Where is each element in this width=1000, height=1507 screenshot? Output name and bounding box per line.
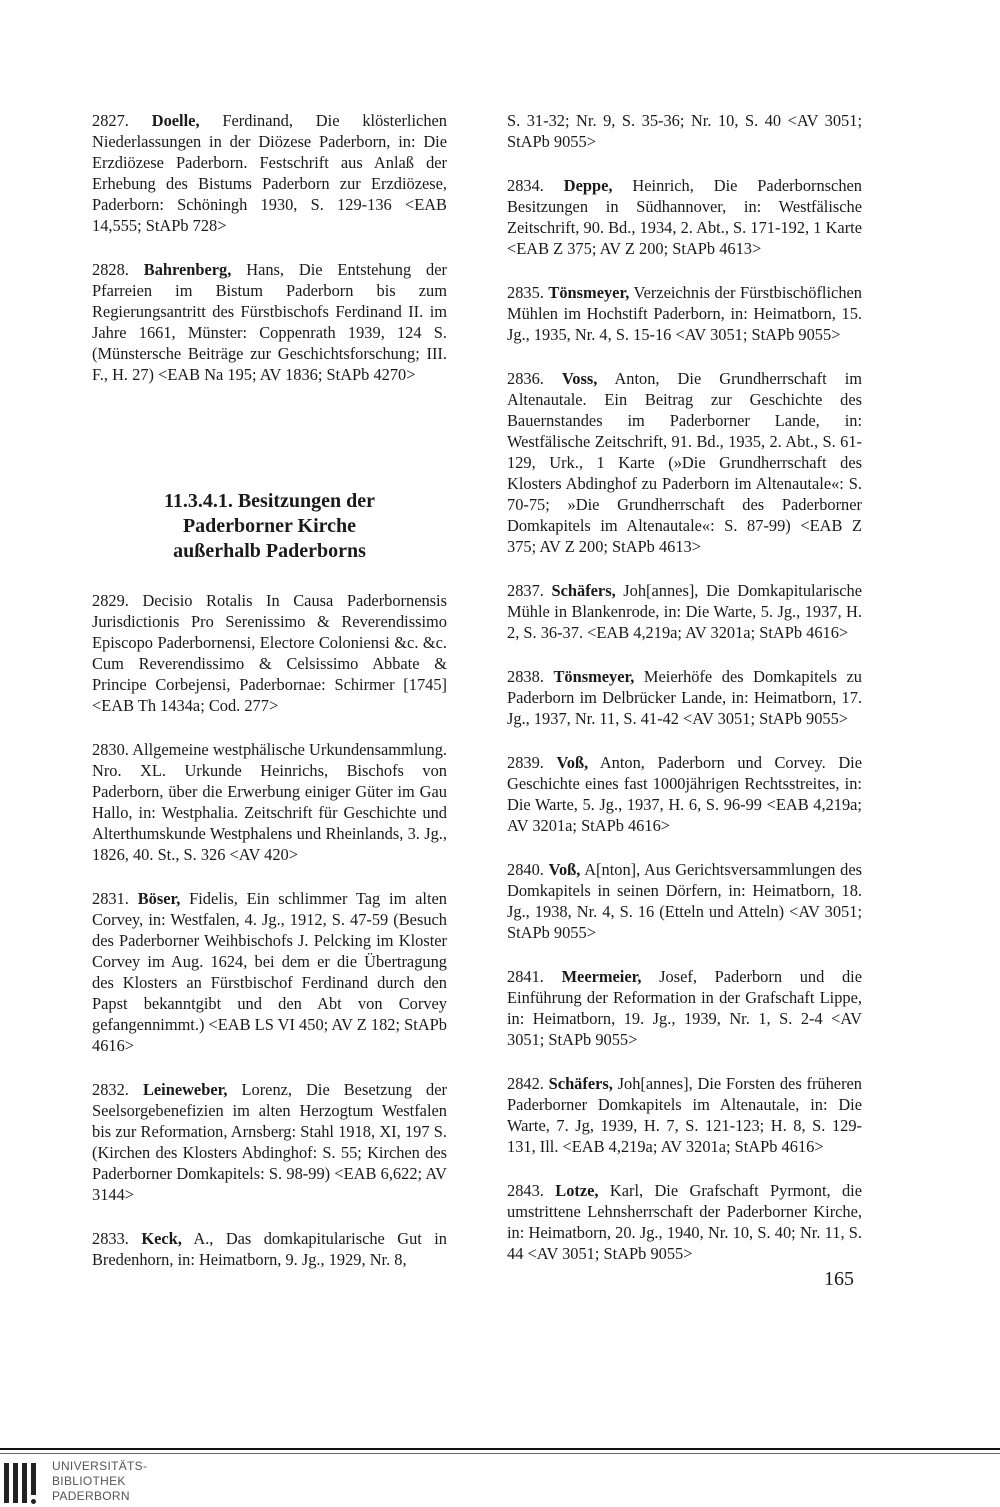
entry-number: 2836. — [507, 369, 544, 388]
footer-rule-thin — [0, 1453, 1000, 1454]
entry-author: Voss, — [561, 369, 598, 388]
entry-number: 2834. — [507, 176, 544, 195]
entry-author: Tönsmeyer, — [548, 283, 630, 302]
entry-number: 2841. — [507, 967, 544, 986]
entry-number: 2837. — [507, 581, 544, 600]
bibliography-entry — [507, 966, 862, 1050]
entry-author: Leineweber, — [142, 1080, 228, 1099]
entry-author: Voß, — [548, 860, 581, 879]
left-column — [92, 110, 447, 1293]
bibliography-entry — [507, 752, 862, 836]
entry-text: Joh[annes], Die Forsten des früheren Paderborner Domkapitels im Altenautale, in: Die Warte, 7. Jg, 1939, H. 7, S. 121-123; H. 8, S. 129-131, Ill. <EAB 4,219a; AV 3201a; StAPb 4616> — [507, 1074, 862, 1156]
entry-author: Voß, — [556, 753, 589, 772]
bibliography-entry — [92, 110, 447, 236]
entry-number: 2842. — [507, 1074, 544, 1093]
bibliography-entry — [507, 282, 862, 345]
entry-text: Hans, Die Entstehung der Pfarreien im Bistum Paderborn bis zum Regierungsantritt des Fürstbischofs Ferdinand II. im Jahre 1661, Münster: Coppenrath 1939, 124 S. (Münstersche Beiträge zur Geschichtsforschung; III. F., H. 27) <EAB Na 195; AV 1836; StAPb 4270> — [92, 260, 447, 384]
entry-number: 2839. — [507, 753, 544, 772]
library-logo-line-2: BIBLIOTHEK — [52, 1474, 126, 1488]
entry-number: 2840. — [507, 860, 544, 879]
entry-author: Keck, — [141, 1229, 182, 1248]
section-heading-line-3: außerhalb Paderborns — [173, 540, 366, 562]
footer-rule — [0, 1448, 1000, 1450]
bibliography-entry — [507, 1180, 862, 1264]
library-logo-line-3: PADERBORN — [52, 1489, 130, 1503]
entry-text: Joh[annes], Die Domkapitularische Mühle in Blankenrode, in: Die Warte, 5. Jg., 1937, H. 2, S. 36-37. <EAB 4,219a; AV 3201a; StAPb 4616> — [507, 581, 862, 642]
bibliography-entry — [92, 590, 447, 716]
entry-text: Verzeichnis der Fürstbischöflichen Mühlen im Hochstift Paderborn, in: Heimatborn, 15. Jg., 1935, Nr. 4, S. 15-16 <AV 3051; StAPb 9055> — [507, 283, 862, 344]
bibliography-entry — [507, 666, 862, 729]
entry-number: 2828. — [92, 260, 129, 279]
right-column — [507, 110, 862, 1287]
entry-text: Anton, Die Grundherrschaft im Altenautale. Ein Beitrag zur Geschichte des Bauernstandes im Paderborner Lande, in: Westfälische Zeitschrift, 91. Bd., 1935, 2. Abt., S. 61-129, Urk., 1 Karte (»Die Grundherrschaft des Klosters Abdinghof zu Paderborn im Altenautale«: S. 70-75; »Die Grundherrschaft des Paderborner Domkapitels im Altenautale«: S. 87-99) <EAB Z 375; AV Z 200; StAPb 4613> — [507, 369, 862, 556]
entry-number: 2831. — [92, 889, 129, 908]
bibliography-entry — [92, 1228, 447, 1270]
entry-text: Fidelis, Ein schlimmer Tag im alten Corvey, in: Westfalen, 4. Jg., 1912, S. 47-59 (Besuch des Paderborner Weihbischofs J. Pelcking im Kloster Corvey im Aug. 1624, bei dem er die Übertragung des Klosters an Fürstbischof Ferdinand durch den Papst bekanntgibt und den Abt von Corvey gefangennimmt.) <EAB LS VI 450; AV Z 182; StAPb 4616> — [92, 889, 447, 1055]
bibliography-entry — [92, 259, 447, 385]
bibliography-entry — [507, 110, 862, 152]
entry-text: Ferdinand, Die klösterlichen Niederlassungen in der Diözese Paderborn, in: Die Erzdiözese Paderborn. Festschrift aus Anlaß der Erhebung des Bistums Paderborn zur Erzdiözese, Paderborn: Schöningh 1930, S. 129-136 <EAB 14,555; StAPb 728> — [92, 111, 447, 235]
section-heading — [92, 489, 447, 564]
bibliography-entry — [507, 368, 862, 557]
entry-author: Bahrenberg, — [143, 260, 232, 279]
bibliography-entry — [507, 1073, 862, 1157]
entry-text: A[nton], Aus Gerichtsversammlungen des Domkapitels in seinen Dörfern, in: Heimatborn, 18. Jg., 1938, Nr. 4, S. 16 (Etteln und Atteln) <AV 3051; StAPb 9055> — [507, 860, 862, 942]
bibliography-entry — [92, 1079, 447, 1205]
entry-number: 2843. — [507, 1181, 544, 1200]
entry-number: 2827. — [92, 111, 129, 130]
right-entries — [507, 110, 862, 1264]
entry-text: Anton, Paderborn und Corvey. Die Geschichte eines fast 1000jährigen Rechtsstreites, in: Die Warte, 5. Jg., 1937, H. 6, S. 96-99 <EAB 4,219a; AV 3201a; StAPb 4616> — [507, 753, 862, 835]
entry-text: Karl, Die Grafschaft Pyrmont, die umstrittene Lehnsherrschaft der Paderborner Kirche, in: Heimatborn, 20. Jg., 1940, Nr. 10, S. 40; Nr. 11, S. 44 <AV 3051; StAPb 9055> — [507, 1181, 862, 1263]
entry-number: 2835. — [507, 283, 544, 302]
library-logo-bars-icon — [4, 1463, 46, 1507]
left-entries-after — [92, 590, 447, 1270]
entry-text: Allgemeine westphälische Urkundensammlung. Nro. XL. Urkunde Heinrichs, Bischofs von Paderborn, über die Erwerbung einiger Güter im Gau Hallo, in: Westphalia. Zeitschrift für Geschichte und Alterthumskunde Westphalens und Rheinlands, 3. Jg., 1826, 40. St., S. 326 <AV 420> — [92, 740, 447, 864]
entry-author: Lotze, — [555, 1181, 599, 1200]
entry-author: Schäfers, — [548, 1074, 613, 1093]
bibliography-entry — [92, 739, 447, 865]
entry-author: Tönsmeyer, — [553, 667, 635, 686]
entry-author: Doelle, — [151, 111, 200, 130]
library-logo-text — [52, 1459, 147, 1504]
entry-text: Meierhöfe des Domkapitels zu Paderborn im Delbrücker Lande, in: Heimatborn, 17. Jg., 1937, Nr. 11, S. 41-42 <AV 3051; StAPb 9055> — [507, 667, 862, 728]
entry-number: 2838. — [507, 667, 544, 686]
entry-text: A., Das domkapitularische Gut in Bredenhorn, in: Heimatborn, 9. Jg., 1929, Nr. 8, — [92, 1229, 447, 1269]
library-logo — [0, 1459, 160, 1507]
entry-author: Meermeier, — [561, 967, 642, 986]
bibliography-entry — [507, 175, 862, 259]
left-entries-before — [92, 110, 447, 385]
bibliography-entry — [507, 859, 862, 943]
entry-text: Lorenz, Die Besetzung der Seelsorgebenefizien im alten Herzogtum Westfalen bis zur Reformation, Arnsberg: Stahl 1918, XI, 197 S. (Kirchen des Klosters Abdinghof: S. 55; Kirchen des Paderborner Domkapitels: S. 98-99) <EAB 6,622; AV 3144> — [92, 1080, 447, 1204]
bibliography-entry — [92, 888, 447, 1056]
section-heading-line-2: Paderborner Kirche — [182, 515, 357, 537]
entry-text: Decisio Rotalis In Causa Paderbornensis Jurisdictionis Pro Serenissimo & Reverendissimo Episcopo Paderbornensi, Electore Coloniensi &c. &c. Cum Reverendissimo & Celsissimo Abbate & Principe Corbejensi, Paderbornae: Schirmer [1745] <EAB Th 1434a; Cod. 277> — [92, 591, 447, 715]
library-logo-line-1: UNIVERSITÄTS- — [52, 1459, 148, 1473]
bibliography-entry — [507, 580, 862, 643]
section-heading-line-1: 11.3.4.1. Besitzungen der — [163, 490, 376, 512]
entry-author: Böser, — [137, 889, 181, 908]
entry-author: Schäfers, — [551, 581, 616, 600]
entry-author: Deppe, — [563, 176, 613, 195]
entry-text: Josef, Paderborn und die Einführung der Reformation in der Grafschaft Lippe, in: Heimatborn, 19. Jg., 1939, Nr. 1, S. 2-4 <AV 3051; StAPb 9055> — [507, 967, 862, 1049]
entry-text: Heinrich, Die Paderbornschen Besitzungen in Südhannover, in: Westfälische Zeitschrift, 90. Bd., 1934, 2. Abt., S. 171-192, 1 Karte <EAB Z 375; AV Z 200; StAPb 4613> — [507, 176, 862, 258]
entry-number: 2832. — [92, 1080, 129, 1099]
entry-text: S. 31-32; Nr. 9, S. 35-36; Nr. 10, S. 40 <AV 3051; StAPb 9055> — [507, 111, 862, 151]
entry-number: 2830. — [92, 740, 129, 759]
page-number: 165 — [824, 1268, 854, 1290]
entry-number: 2833. — [92, 1229, 129, 1248]
entry-number: 2829. — [92, 591, 129, 610]
